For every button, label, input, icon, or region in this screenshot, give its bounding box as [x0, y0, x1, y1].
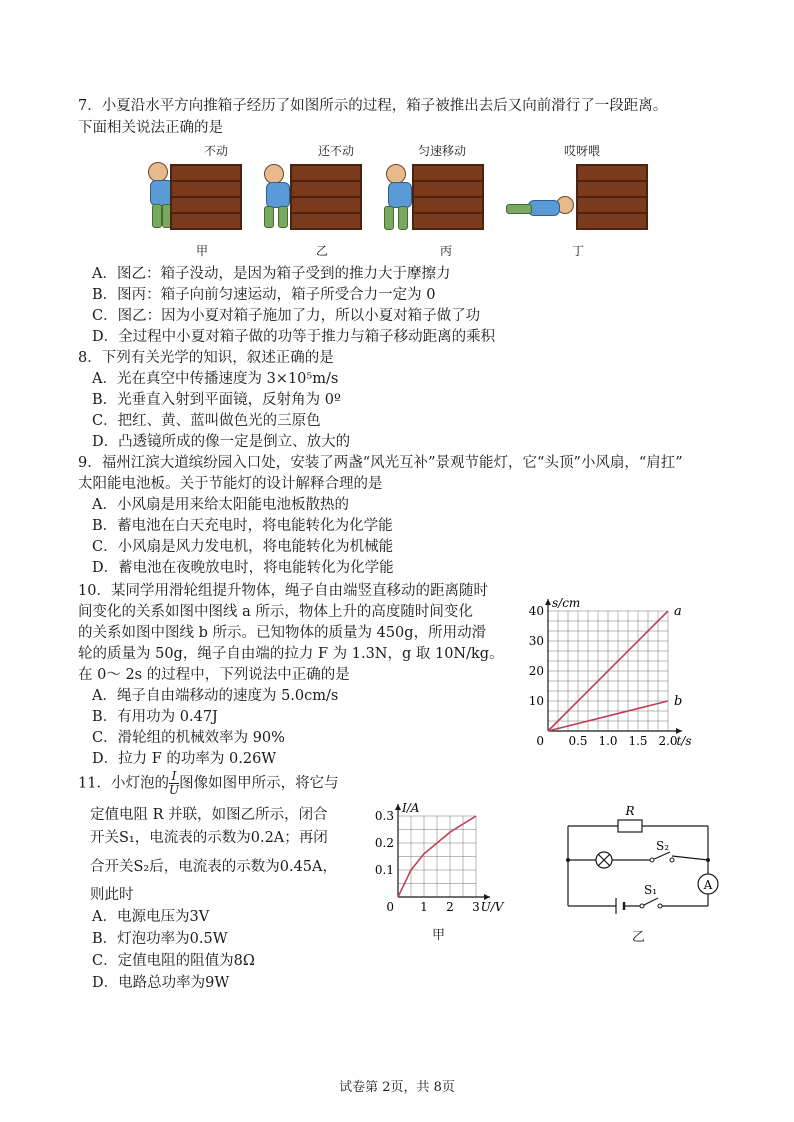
- q11-option-b: B．灯泡功率为0.5W: [92, 931, 228, 947]
- q11-stem-line5: 则此时: [90, 887, 134, 903]
- q7-option-d: D．全过程中小夏对箱子做的功等于推力与箱子移动距离的乘积: [92, 329, 496, 345]
- crate: [170, 164, 242, 230]
- y-axis-arrow: [395, 804, 401, 810]
- series-label: a: [674, 604, 682, 619]
- fraction-denominator: U: [168, 783, 180, 797]
- scene-label-ding: 丁: [571, 244, 584, 258]
- q11-option-d: D．电路总功率为9W: [92, 975, 230, 991]
- switch2-label: S₂: [656, 839, 670, 853]
- x-tick-label: 1.5: [628, 734, 648, 748]
- q11-option-a: A．电源电压为3V: [92, 909, 210, 925]
- q11-stem-line2: 定值电阻 R 并联，如图乙所示，闭合: [90, 807, 328, 823]
- y-tick-label: 10: [528, 694, 544, 708]
- q7-option-b: B．图丙：箱子向前匀速运动，箱子所受合力一定为 0: [92, 287, 436, 303]
- q9-option-a: A．小风扇是用来给太阳能电池板散热的: [92, 497, 349, 513]
- scene-caption-bing: 匀速移动: [417, 144, 466, 158]
- q9-stem-line1: 9．福州江滨大道缤纷园入口处，安装了两盏“风光互补”景观节能灯，它“头顶”小风扇，“肩扛”: [78, 455, 683, 471]
- fig-label-yi: 乙: [632, 930, 646, 945]
- boy-leg: [384, 206, 394, 230]
- q10-option-d: D．拉力 F 的功率为 0.26W: [92, 751, 277, 767]
- x-axis-label: t/s: [676, 734, 692, 748]
- scene-caption-jia: 不动: [203, 144, 228, 158]
- y-tick-label: 30: [528, 634, 544, 648]
- scene-label-bing: 丙: [439, 244, 452, 258]
- q11-circuit-diagram: [560, 800, 720, 920]
- q10-st-chart: [520, 585, 710, 750]
- q7-illustration: [140, 138, 660, 262]
- scene-caption-yi: 还不动: [317, 144, 354, 158]
- q9-option-b: B．蓄电池在白天充电时，将电能转化为化学能: [92, 518, 393, 534]
- q8-stem: 8．下列有关光学的知识，叙述正确的是: [78, 350, 334, 366]
- q11-stem-line3: 开关S₁，电流表的示数为0.2A；再闭: [90, 830, 328, 846]
- x-tick-label: 1: [420, 900, 428, 914]
- y-tick-label: 40: [528, 604, 544, 618]
- page-footer: 试卷第 2页，共 8页: [339, 1080, 455, 1095]
- q10-option-b: B．有用功为 0.47J: [92, 709, 218, 725]
- boy-leg: [278, 206, 288, 228]
- boy-figure: [148, 162, 168, 182]
- q11-stem-suffix: 图像如图甲所示，将它与: [179, 775, 339, 792]
- x-tick-label: 0.5: [568, 734, 588, 748]
- series-label: b: [674, 694, 683, 709]
- q11-option-c: C．定值电阻的阻值为8Ω: [92, 953, 255, 969]
- origin-label: 0: [386, 900, 394, 914]
- q11-stem-line4: 合开关S₂后，电流表的示数为0.45A，: [90, 859, 338, 875]
- x-tick-label: 3: [472, 900, 480, 914]
- switch1-label: S₁: [644, 883, 658, 897]
- q10-stem-line2: 间变化的关系如图中图线 a 所示，物体上升的高度随时间变化: [78, 604, 473, 620]
- boy-leg: [264, 206, 274, 228]
- q10-stem-line4: 轮的质量为 50g，绳子自由端的拉力 F 为 1.3N，g 取 10N/kg。: [78, 646, 504, 662]
- q11-stem-prefix: 11．小灯泡的: [78, 775, 169, 792]
- q10-stem-line5: 在 0～ 2s 的过程中，下列说法中正确的是: [78, 667, 350, 683]
- i-over-u-fraction: [169, 770, 179, 797]
- boy-body: [388, 182, 412, 208]
- scene-caption-ding: 哎呀喂: [563, 144, 600, 158]
- x-tick-label: 2.0: [658, 734, 678, 748]
- q8-option-d: D．凸透镜所成的像一定是倒立、放大的: [92, 434, 351, 450]
- q7-stem-line2: 下面相关说法正确的是: [78, 120, 223, 136]
- scene-label-jia: 甲: [195, 244, 208, 258]
- boy-leg: [398, 206, 408, 230]
- boy-figure: [264, 164, 284, 184]
- y-tick-label: 0.1: [374, 863, 394, 877]
- boy-leg: [152, 204, 162, 228]
- fraction-numerator: I: [169, 770, 179, 784]
- origin-label: 0: [536, 734, 544, 748]
- q7-option-c: C．图乙：因为小夏对箱子施加了力，所以小夏对箱子做了功: [92, 308, 481, 324]
- boy-body: [266, 182, 290, 208]
- y-axis-label: I/A: [402, 801, 420, 815]
- q10-stem-line3: 的关系如图中图线 b 所示。已知物体的质量为 450g，所用动滑: [78, 625, 487, 641]
- y-axis-arrow: [545, 599, 551, 605]
- boy-leg: [506, 204, 532, 214]
- x-tick-label: 2: [446, 900, 454, 914]
- ammeter-label: A: [703, 878, 713, 892]
- x-axis-label: U/V: [480, 900, 504, 914]
- fig-label-jia: 甲: [432, 928, 446, 943]
- x-tick-label: 1.0: [598, 734, 618, 748]
- q11-stem-line1: [78, 770, 339, 797]
- y-tick-label: 0.2: [374, 836, 394, 850]
- q10-option-c: C．滑轮组的机械效率为 90%: [92, 730, 285, 746]
- q8-option-a: A．光在真空中传播速度为 3×10⁵m/s: [92, 371, 339, 387]
- q11-iu-chart: [368, 786, 518, 921]
- q9-stem-line2: 太阳能电池板。关于节能灯的设计解释合理的是: [78, 476, 383, 492]
- boy-figure: [386, 164, 406, 184]
- resistor-label: R: [625, 804, 635, 818]
- y-tick-label: 20: [528, 664, 544, 678]
- q9-option-d: D．蓄电池在夜晚放电时，将电能转化为化学能: [92, 560, 394, 576]
- resistor-symbol: [618, 820, 642, 832]
- y-tick-label: 0.3: [374, 809, 394, 823]
- scene-label-yi: 乙: [315, 244, 328, 258]
- q8-option-b: B．光垂直入射到平面镜，反射角为 0º: [92, 392, 341, 408]
- q7-option-a: A．图乙：箱子没动，是因为箱子受到的推力大于摩擦力: [92, 266, 451, 282]
- crate: [290, 164, 362, 230]
- q10-option-a: A．绳子自由端移动的速度为 5.0cm/s: [92, 688, 339, 704]
- crate: [576, 164, 648, 230]
- y-axis-label: s/cm: [552, 596, 581, 610]
- q10-stem-line1: 10．某同学用滑轮组提升物体，绳子自由端竖直移动的距离随时: [78, 583, 488, 599]
- crate: [412, 164, 484, 230]
- q9-option-c: C．小风扇是风力发电机，将电能转化为机械能: [92, 539, 394, 555]
- q7-stem-line1: 7．小夏沿水平方向推箱子经历了如图所示的过程，箱子被推出去后又向前滑行了一段距离。: [78, 98, 668, 114]
- q8-option-c: C．把红、黄、蓝叫做色光的三原色: [92, 413, 321, 429]
- boy-body: [528, 200, 560, 216]
